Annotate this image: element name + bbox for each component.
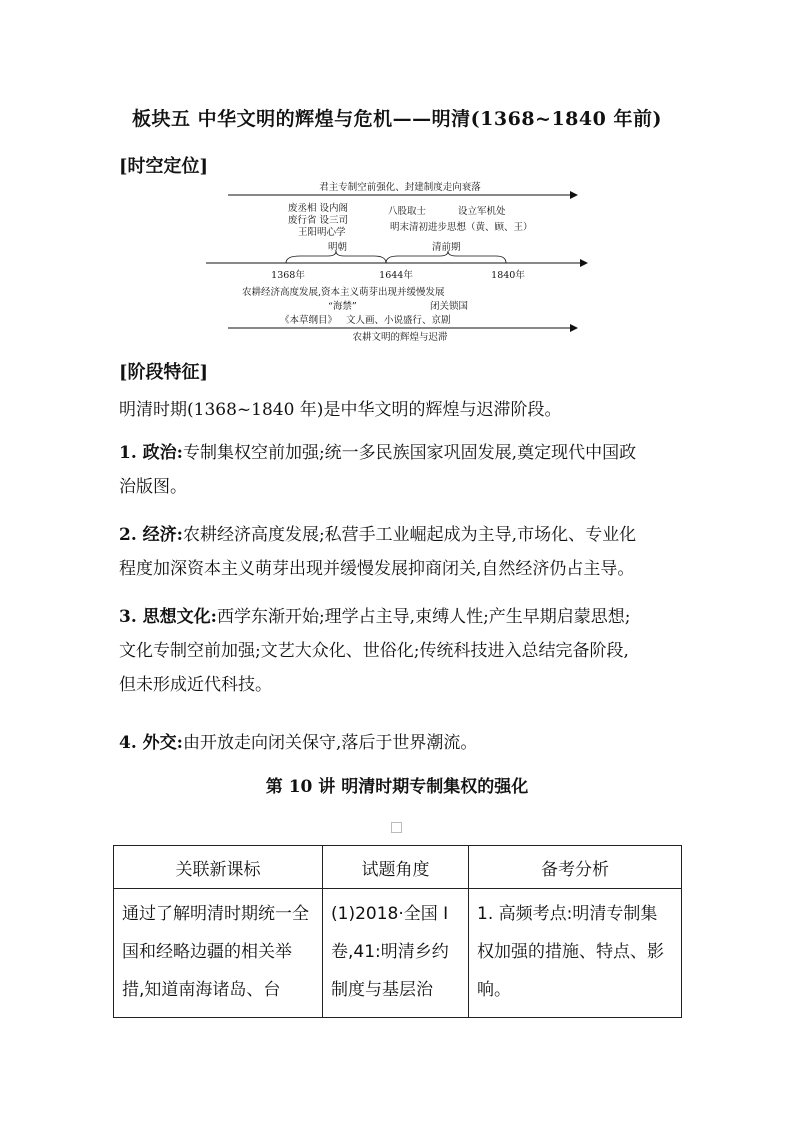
- item-line: 农耕经济高度发展;私营手工业崛起成为主导,市场化、专业化: [182, 525, 637, 545]
- bagu-label: 八股取士: [388, 206, 427, 217]
- haijin-label: “海禁”: [328, 301, 357, 312]
- culture-label-1: 《本草纲目》: [280, 315, 338, 326]
- year-1840: 1840年: [491, 270, 525, 281]
- timeline-heading: [时空定位]: [119, 156, 209, 177]
- lesson-title: 第 10 讲 明清时期专制集权的强化: [265, 777, 529, 797]
- stage-item-politics: [119, 436, 684, 504]
- qing-label: 清前期: [432, 242, 461, 253]
- item-label: 1. 政治:: [119, 443, 183, 463]
- ming-label: 明朝: [328, 242, 348, 253]
- item-line: 治版图。: [119, 477, 187, 497]
- item-line: 西学东渐开始;理学占主导,束缚人性;产生早期启蒙思想;: [216, 607, 631, 627]
- image-placeholder-icon: [391, 822, 402, 833]
- page-title: 板块五 中华文明的辉煌与危机——明清(1368~1840 年前): [132, 108, 662, 130]
- item-label: 2. 经济:: [119, 525, 183, 545]
- ming-event-3: 王阳明心学: [298, 227, 346, 238]
- junjichu-label: 设立军机处: [458, 206, 506, 217]
- timeline-diagram: [200, 178, 600, 346]
- table-row: [114, 889, 682, 1018]
- ming-brace: [286, 251, 386, 263]
- item-line: 程度加深资本主义萌芽出现并缓慢发展抑商闭关,自然经济仍占主导。: [119, 559, 635, 579]
- ming-event-2: 废行省 设三司: [288, 215, 349, 226]
- cell-standard: 通过了解明清时期统一全国和经略边疆的相关举措,知道南海诸岛、台: [114, 889, 323, 1018]
- stage-item-diplomacy: [119, 726, 684, 760]
- bottom-band-label: 农耕文明的辉煌与迟滞: [352, 332, 448, 343]
- curriculum-table: [113, 845, 682, 1018]
- stage-intro: 明清时期(1368~1840 年)是中华文明的辉煌与迟滞阶段。: [119, 400, 562, 420]
- year-1644: 1644年: [379, 270, 413, 281]
- header-standard: 关联新课标: [114, 846, 323, 889]
- item-line: 但未形成近代科技。: [119, 675, 272, 695]
- top-arrow-head: [570, 191, 578, 199]
- ming-event-1: 废丞相 设内阁: [288, 203, 349, 214]
- item-line: 专制集权空前加强;统一多民族国家巩固发展,奠定现代中国政: [182, 443, 637, 463]
- item-line: 文化专制空前加强;文艺大众化、世俗化;传统科技进入总结完备阶段,: [119, 641, 629, 661]
- item-line: 由开放走向闭关保守,落后于世界潮流。: [182, 733, 478, 753]
- biguan-label: 闭关锁国: [430, 301, 469, 312]
- item-label: 4. 外交:: [119, 733, 183, 753]
- main-axis-head: [580, 259, 588, 267]
- header-analysis: 备考分析: [469, 846, 682, 889]
- stage-heading: [阶段特征]: [119, 362, 209, 383]
- top-band-label: 君主专制空前强化、封建制度走向衰落: [319, 182, 481, 193]
- stage-item-economy: [119, 518, 684, 586]
- table-header-row: [114, 846, 682, 889]
- thinkers-label: 明末清初进步思想（黄、顾、王）: [390, 222, 533, 233]
- culture-label-2: 文人画、小说盛行、京剧: [346, 315, 451, 326]
- header-angle: 试题角度: [323, 846, 469, 889]
- stage-item-culture: [119, 600, 684, 702]
- item-label: 3. 思想文化:: [119, 607, 217, 627]
- economy-label: 农耕经济高度发展,资本主义萌芽出现并缓慢发展: [242, 287, 445, 298]
- cell-analysis: 1. 高频考点:明清专制集权加强的措施、特点、影响。: [469, 889, 682, 1018]
- bottom-arrow-head: [570, 324, 578, 332]
- cell-angle: (1)2018·全国 Ⅰ 卷,41:明清乡约制度与基层治: [323, 889, 469, 1018]
- year-1368: 1368年: [271, 270, 305, 281]
